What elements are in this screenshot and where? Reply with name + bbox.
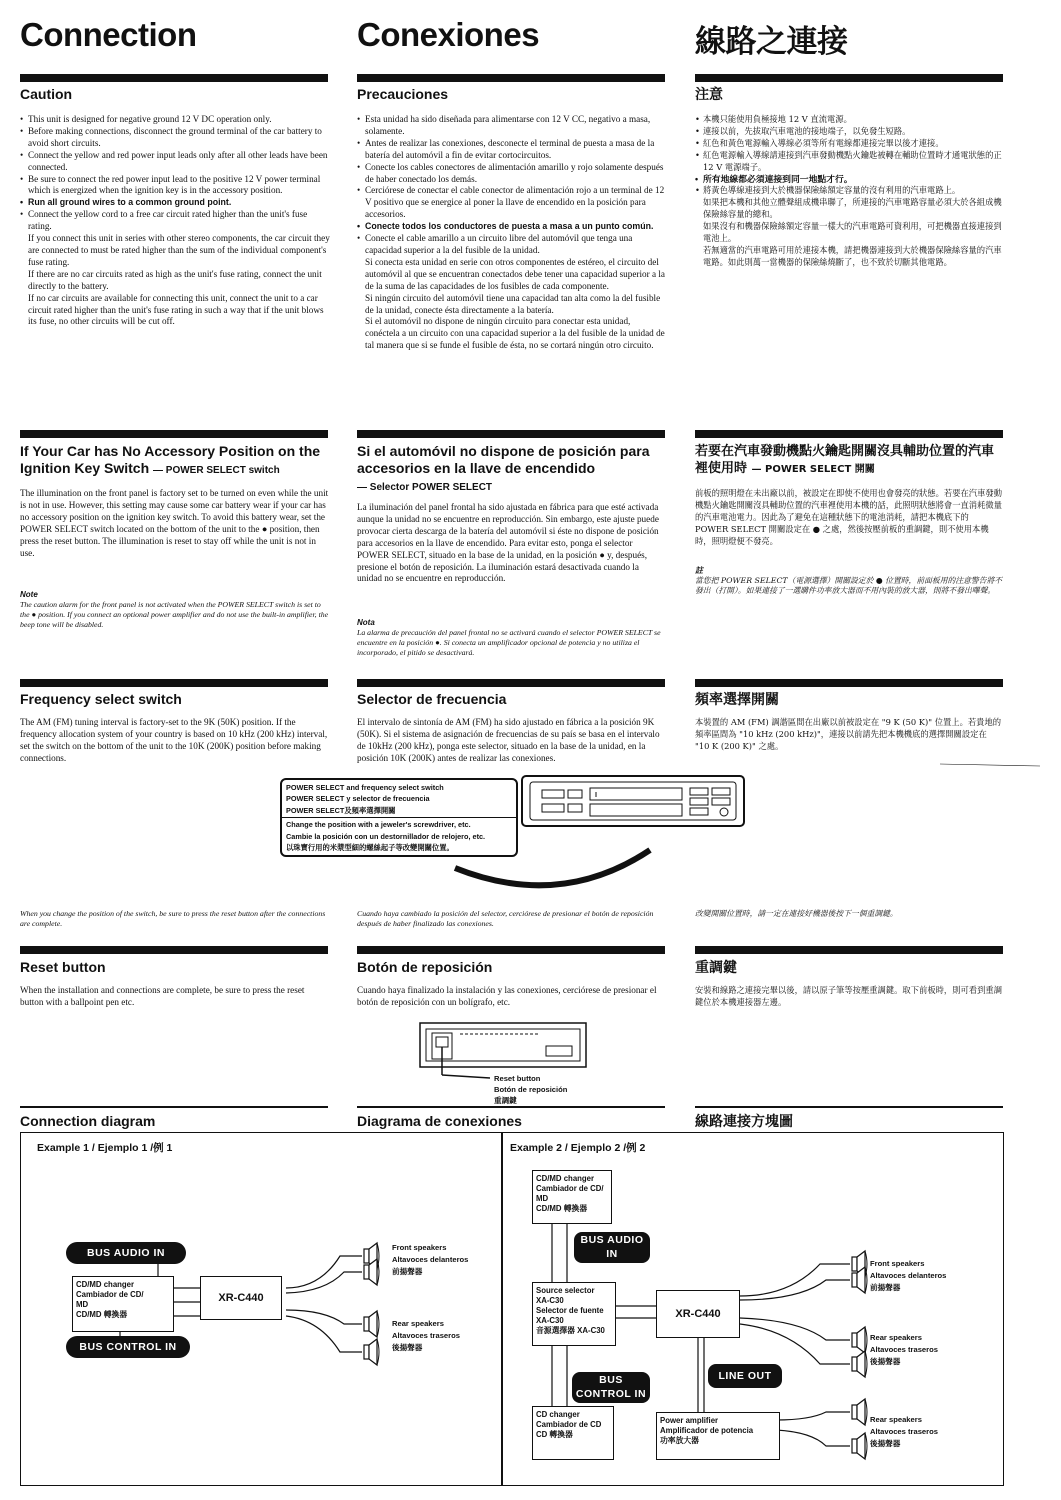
frequency-foot-zh: 改變開關位置時，請一定在連接好機器後按下一個重調鍵。 <box>695 909 898 918</box>
title-es: Conexiones <box>357 16 540 53</box>
reset-body-es: Cuando haya finalizado la instalación y las conexiones, cerciórese de presionar el botón de reposición con un bolígrafo, etc. <box>357 985 657 1007</box>
caution-item: • Be sure to connect the red power input lead to the positive 12 V power terminal which is energized when the ignition key is in the accessory position. <box>20 174 330 198</box>
label-line: 前揚聲器 <box>392 1267 423 1276</box>
accessory-heading-text: If Your Car has No Accessory Position on the Ignition Key Switch <box>20 443 321 476</box>
pill-line: CONTROL IN <box>575 1388 647 1400</box>
ex1-rear-speakers-label <box>392 1318 460 1354</box>
diagram-heading-es: Diagrama de conexiones <box>357 1113 522 1129</box>
label-line: Altavoces delanteros <box>870 1271 947 1280</box>
ex2-source-selector-box <box>532 1282 616 1346</box>
ex1-head-unit: XR-C440 <box>200 1276 282 1320</box>
caution-item: • Before making connections, disconnect the ground terminal of the car battery to avoid short circuits. <box>20 126 330 150</box>
caution-item: • Conecte el cable amarillo a un circuito libre del automóvil que tenga una capacidad superior a la del fusible de la unidad. <box>357 233 665 257</box>
label-line: Altavoces traseros <box>870 1345 938 1354</box>
example1-title: Example 1 / Ejemplo 1 /例 1 <box>37 1142 173 1154</box>
frequency-heading-zh: 頻率選擇開關 <box>695 691 779 707</box>
caution-item: • This unit is designed for negative ground 12 V DC operation only. <box>20 114 330 126</box>
frequency-body-en: The AM (FM) tuning interval is factory-set to the 9K (50K) position. If the frequency allocation system of your country is based on 10 kHz (200 kHz) interval, set the switch on the bottom of the unit to the 10K (200K) position before making connections. <box>20 717 328 763</box>
caution-item: • Conecte todos los conductores de puesta a masa a un punto común. <box>357 221 665 233</box>
box-line: Cambiador de CD <box>536 1420 602 1429</box>
box-line: CD changer <box>536 1410 580 1419</box>
reset-label-line: 重調鍵 <box>494 1096 517 1105</box>
caution-item: • Conecte los cables conectores de alimentación amarillo y rojo solamente después de haber conectado los demás. <box>357 162 665 186</box>
box-line: Power amplifier <box>660 1416 719 1425</box>
frequency-foot-es: Cuando haya cambiado la posición del selector, cerciórese de presionar el botón de reposición después de haber finalizado las conexiones. <box>357 909 654 928</box>
note-heading: 註 <box>695 566 703 575</box>
caution-item: • Antes de realizar las conexiones, desconecte el terminal de puesta a masa de la batería del automóvil a fin de evitar cortocircuitos. <box>357 138 665 162</box>
label-line: 後揚聲器 <box>870 1439 901 1448</box>
caution-item: • Cerciórese de conectar el cable conector de alimentación rojo a un terminal de 12 V positivo que se energice al poner la llave de encendido en la posición para accesorios. <box>357 185 665 221</box>
note-heading: Nota <box>357 618 375 627</box>
ex2-rear-speakers-label <box>870 1332 938 1368</box>
ex2-bus-control-in-label <box>572 1372 650 1403</box>
accessory-body-zh: 前板的照明燈在未出廠以前，被設定在即使不使用也會發亮的狀態。若要在汽車發動機點火鑰匙開關沒具輔助位置的汽車裡使用本機的話，此照明狀態將會一直消耗微量的汽車電池電力。因此為了避免在這種狀態下的電池消耗，請把本機底下的 POWER SELECT 開關設定在 ● 之處，然後按壓前板的重調鍵，則不使用本機時，照明燈便不發亮。 <box>695 488 1002 546</box>
bus-control-in-label: BUS CONTROL IN <box>66 1336 190 1358</box>
caution-item: • Run all ground wires to a common ground point. <box>20 197 330 209</box>
caution-para: 如果沒有和機器保險絲額定容量一樣大的汽車電路可資利用，可把機器直接連接到電池上。 <box>703 221 1002 244</box>
box-line: CD/MD changer <box>536 1174 595 1183</box>
ex2-cd-changer-box <box>532 1406 614 1460</box>
reset-heading-es: Botón de reposición <box>357 959 493 975</box>
reset-body-en: When the installation and connections are complete, be sure to press the reset button with a ballpoint pen etc. <box>20 985 305 1007</box>
bus-audio-in-label: BUS AUDIO IN <box>66 1242 186 1264</box>
ex2-front-speakers-label <box>870 1258 946 1294</box>
label-line: Altavoces traseros <box>392 1331 460 1340</box>
caution-item: • 紅色電源輸入導線請連接到汽車發動機點火鑰匙被轉在輔助位置時才通電狀態的正 12 V 電源端子。 <box>695 150 1003 174</box>
reset-heading-zh: 重調鍵 <box>695 959 737 975</box>
box-line: XA-C30 <box>536 1296 564 1305</box>
box-line: 音源選擇器 XA-C30 <box>536 1326 605 1335</box>
title-en: Connection <box>20 16 197 53</box>
box-line: CD/MD changer <box>76 1280 135 1289</box>
pill-line: BUS AUDIO <box>580 1234 644 1246</box>
caution-item: • Esta unidad ha sido diseñada para alimentarse con 12 V CC, negativo a masa, solamente. <box>357 114 665 138</box>
box-line: MD <box>76 1300 89 1309</box>
box-line: Cambiador de CD/ <box>536 1184 604 1193</box>
frequency-body-zh: 本裝置的 AM (FM) 調諧區間在出廠以前被設定在 "9 K (50 K)" 位置上。若貴地的頻率區間為 "10 kHz (200 kHz)"，連接以前請先把本機機底的選擇開關設定在 "10 K (200 K)" 之處。 <box>695 717 1002 751</box>
caution-para: If you connect this unit in series with other stereo components, the car circuit they are connected to must be rated higher than the sum of the individual component's fuse rating. <box>28 233 330 267</box>
ex1-front-speakers-label <box>392 1242 468 1278</box>
caution-item: • 所有地線都必須連接到同一地點才行。 <box>695 174 1003 186</box>
frequency-heading: Frequency select switch <box>20 691 182 707</box>
callout-line: Change the position with a jeweler's screwdriver, etc. <box>286 820 471 830</box>
reset-label-line: Botón de reposición <box>494 1085 568 1094</box>
callout-line: POWER SELECT及頻率選擇開關 <box>286 805 396 815</box>
accessory-subheading: — Selector POWER SELECT <box>357 482 493 493</box>
line-out-label: LINE OUT <box>708 1364 782 1388</box>
accessory-subheading: — POWER SELECT 開關 <box>751 464 875 475</box>
label-line: 前揚聲器 <box>870 1283 901 1292</box>
diagram-heading-zh: 線路連接方塊圖 <box>695 1113 793 1129</box>
callout-line: Cambie la posición con un destornillador de relojero, etc. <box>286 831 486 841</box>
box-line: Cambiador de CD/ <box>76 1290 144 1299</box>
diagram-heading: Connection diagram <box>20 1113 156 1129</box>
accessory-body-en: The illumination on the front panel is factory set to be turned on even while the unit is not in use. However, this setting may cause some car battery wear if your car has no accessory position on the ignition key switch. To avoid this battery wear, set the POWER SELECT switch located on the bottom of the unit to the ● position, then press the reset button. The illumination is reset to stay off while the unit is not in use. <box>20 488 329 558</box>
pill-line: BUS <box>599 1374 623 1386</box>
label-line: Rear speakers <box>870 1415 922 1424</box>
reset-body-zh: 安裝和線路之連接完畢以後，請以原子筆等按壓重調鍵。取下前板時，則可看到重調鍵位於本機連接器左邊。 <box>695 985 1002 1007</box>
example2-title: Example 2 / Ejemplo 2 /例 2 <box>510 1142 646 1154</box>
accessory-heading-text: 若要在汽車發動機點火鑰匙開關沒具輔助位置的汽車裡使用時 <box>695 444 995 476</box>
title-zh: 線路之連接 <box>695 24 848 60</box>
caution-para: Si conecta esta unidad en serie con otros componentes de estéreo, el circuito del automóvil al que se encuentran conectados debe tener una capacidad superior a la de la suma de las capacidades de los fusibles de cada componente. <box>365 256 665 291</box>
caution-heading: Caution <box>20 86 73 102</box>
caution-item: • 紅色和黃色電源輸入導線必須等所有電線都連接完畢以後才連接。 <box>695 138 1003 150</box>
caution-item: • Connect the yellow cord to a free car circuit rated higher than the unit's fuse rating. <box>20 209 330 233</box>
caution-item: • Connect the yellow and red power input leads only after all other leads have been connected. <box>20 150 330 174</box>
accessory-body-es: La iluminación del panel frontal ha sido ajustada en fábrica para que esté activada aunque la unidad no se encuentre en reproducción. Sin embargo, este ajuste puede provocar cierta descarga de la batería del automóvil si éste no dispone de posición para accesorios en la llave de encendido. Para evitar esto, ponga el selector POWER SELECT, situado en la base de la unidad, en la posición ● y, después, presione el botón de reposición. La iluminación estará desactivada cuando la unidad no se encuentre en reproducción. <box>357 502 659 584</box>
frequency-body-es: El intervalo de sintonía de AM (FM) ha sido ajustado en fábrica a la posición 9K (50K). Si el sistema de asignación de frecuencias de su país se basa en el intervalo de 10kHz (200 kHz), ponga este selector, situado en la base de la unidad, en la posición 10K (200K) antes de realizar las conexiones. <box>357 717 660 763</box>
accessory-subheading: — POWER SELECT switch <box>153 465 280 476</box>
caution-item: • 將黃色導線連接到大於機器保險絲額定容量的沒有利用的汽車電路上。 <box>695 185 1003 197</box>
label-line: Altavoces delanteros <box>392 1255 469 1264</box>
box-line: XA-C30 <box>536 1316 564 1325</box>
label-line: Rear speakers <box>392 1319 444 1328</box>
callout-line: 以珠寶行用的米漿型細的螺絲起子等改變開關位置。 <box>286 843 454 853</box>
callout-line: POWER SELECT y selector de frecuencia <box>286 794 430 804</box>
box-line: Amplificador de potencia <box>660 1426 754 1435</box>
ex2-head-unit: XR-C440 <box>656 1290 740 1338</box>
note-text: 當您把 POWER SELECT（電源選擇）開關設定於 ● 位置時，前面板用的注意警告將不發出（打開）。如果連接了一選購件功率放大器而不用內裝的放大器，則將不發出嗶聲。 <box>695 576 1003 595</box>
label-line: 後揚聲器 <box>870 1357 901 1366</box>
frequency-heading-es: Selector de frecuencia <box>357 691 507 707</box>
label-line: Rear speakers <box>870 1333 922 1342</box>
label-line: Altavoces traseros <box>870 1427 938 1436</box>
reset-label-line: Reset button <box>494 1074 541 1083</box>
ex2-changer-box <box>532 1170 612 1224</box>
caution-heading-zh: 注意 <box>695 86 723 102</box>
note-text: The caution alarm for the front panel is not activated when the POWER SELECT switch is set to the ● position. If you connect an optional power amplifier and do not use the built-in amplifier, the beep tone will be disabled. <box>20 600 329 629</box>
reset-heading: Reset button <box>20 959 106 975</box>
caution-para: Si el automóvil no dispone de ningún circuito para conectar esta unidad, conéctela a un circuito con una capacidad superior a la del fusible de la unidad de tal manera que si se funde el fusible de ésta, no se cortará ningún otro circuito. <box>365 316 665 351</box>
caution-item: • 本機只能使用負極接地 12 V 直流電源。 <box>695 114 1003 126</box>
box-line: 功率放大器 <box>660 1436 699 1445</box>
ex2-bus-audio-in-label <box>574 1232 650 1263</box>
callout-line: POWER SELECT and frequency select switch <box>286 783 444 792</box>
accessory-heading-text: Si el automóvil no dispone de posición para accesorios en la llave de encendido <box>357 443 650 476</box>
label-line: Front speakers <box>870 1259 925 1268</box>
box-line: CD/MD 轉換器 <box>536 1204 588 1213</box>
caution-para: 若無適當的汽車電路可用於連接本機，請把機器連接到大於機器保險絲容量的汽車電路。如此則萬一當機器的保險絲燒斷了，也不致於切斷其他電路。 <box>703 244 1002 267</box>
box-line: Source selector <box>536 1286 595 1295</box>
label-line: 後揚聲器 <box>392 1343 423 1352</box>
ex2-amplifier-box <box>656 1412 780 1460</box>
box-line: CD/MD 轉換器 <box>76 1310 128 1319</box>
frequency-foot-en: When you change the position of the switch, be sure to press the reset button after the connections are complete. <box>20 909 326 928</box>
note-text: La alarma de precaución del panel frontal no se activará cuando el selector POWER SELECT se encuentre en la posición ●. Si conecta un amplificador opcional de potencia y no utiliza el incorporado, el pitido se desactivará. <box>357 628 661 657</box>
caution-para: 如果把本機和其他立體聲組成機串聯了，所連接的汽車電路容量必須大於各組成機保險絲容量的總和。 <box>703 197 1002 220</box>
caution-para: If no car circuits are available for connecting this unit, connect the unit to a car circuit rated higher than the unit's fuse rating in such a way that if the unit blows its fuse, no other circuits will be cut off. <box>28 292 324 327</box>
caution-para: If there are no car circuits rated as high as the unit's fuse rating, connect the unit directly to the battery. <box>28 268 322 291</box>
box-line: MD <box>536 1194 549 1203</box>
label-line: Front speakers <box>392 1243 447 1252</box>
pill-line: IN <box>606 1248 618 1260</box>
caution-item: • 連接以前，先拔取汽車電池的接地端子，以免發生短路。 <box>695 126 1003 138</box>
caution-para: Si ningún circuito del automóvil tiene una capacidad tan alta como la del fusible de la unidad, conecte ésta directamente a la batería. <box>365 292 661 315</box>
box-line: Selector de fuente <box>536 1306 604 1315</box>
note-heading: Note <box>20 590 38 599</box>
caution-heading-es: Precauciones <box>357 86 449 102</box>
ex1-changer-box <box>72 1276 174 1332</box>
ex2-rear-speakers-amp-label <box>870 1414 938 1450</box>
box-line: CD 轉換器 <box>536 1430 573 1439</box>
